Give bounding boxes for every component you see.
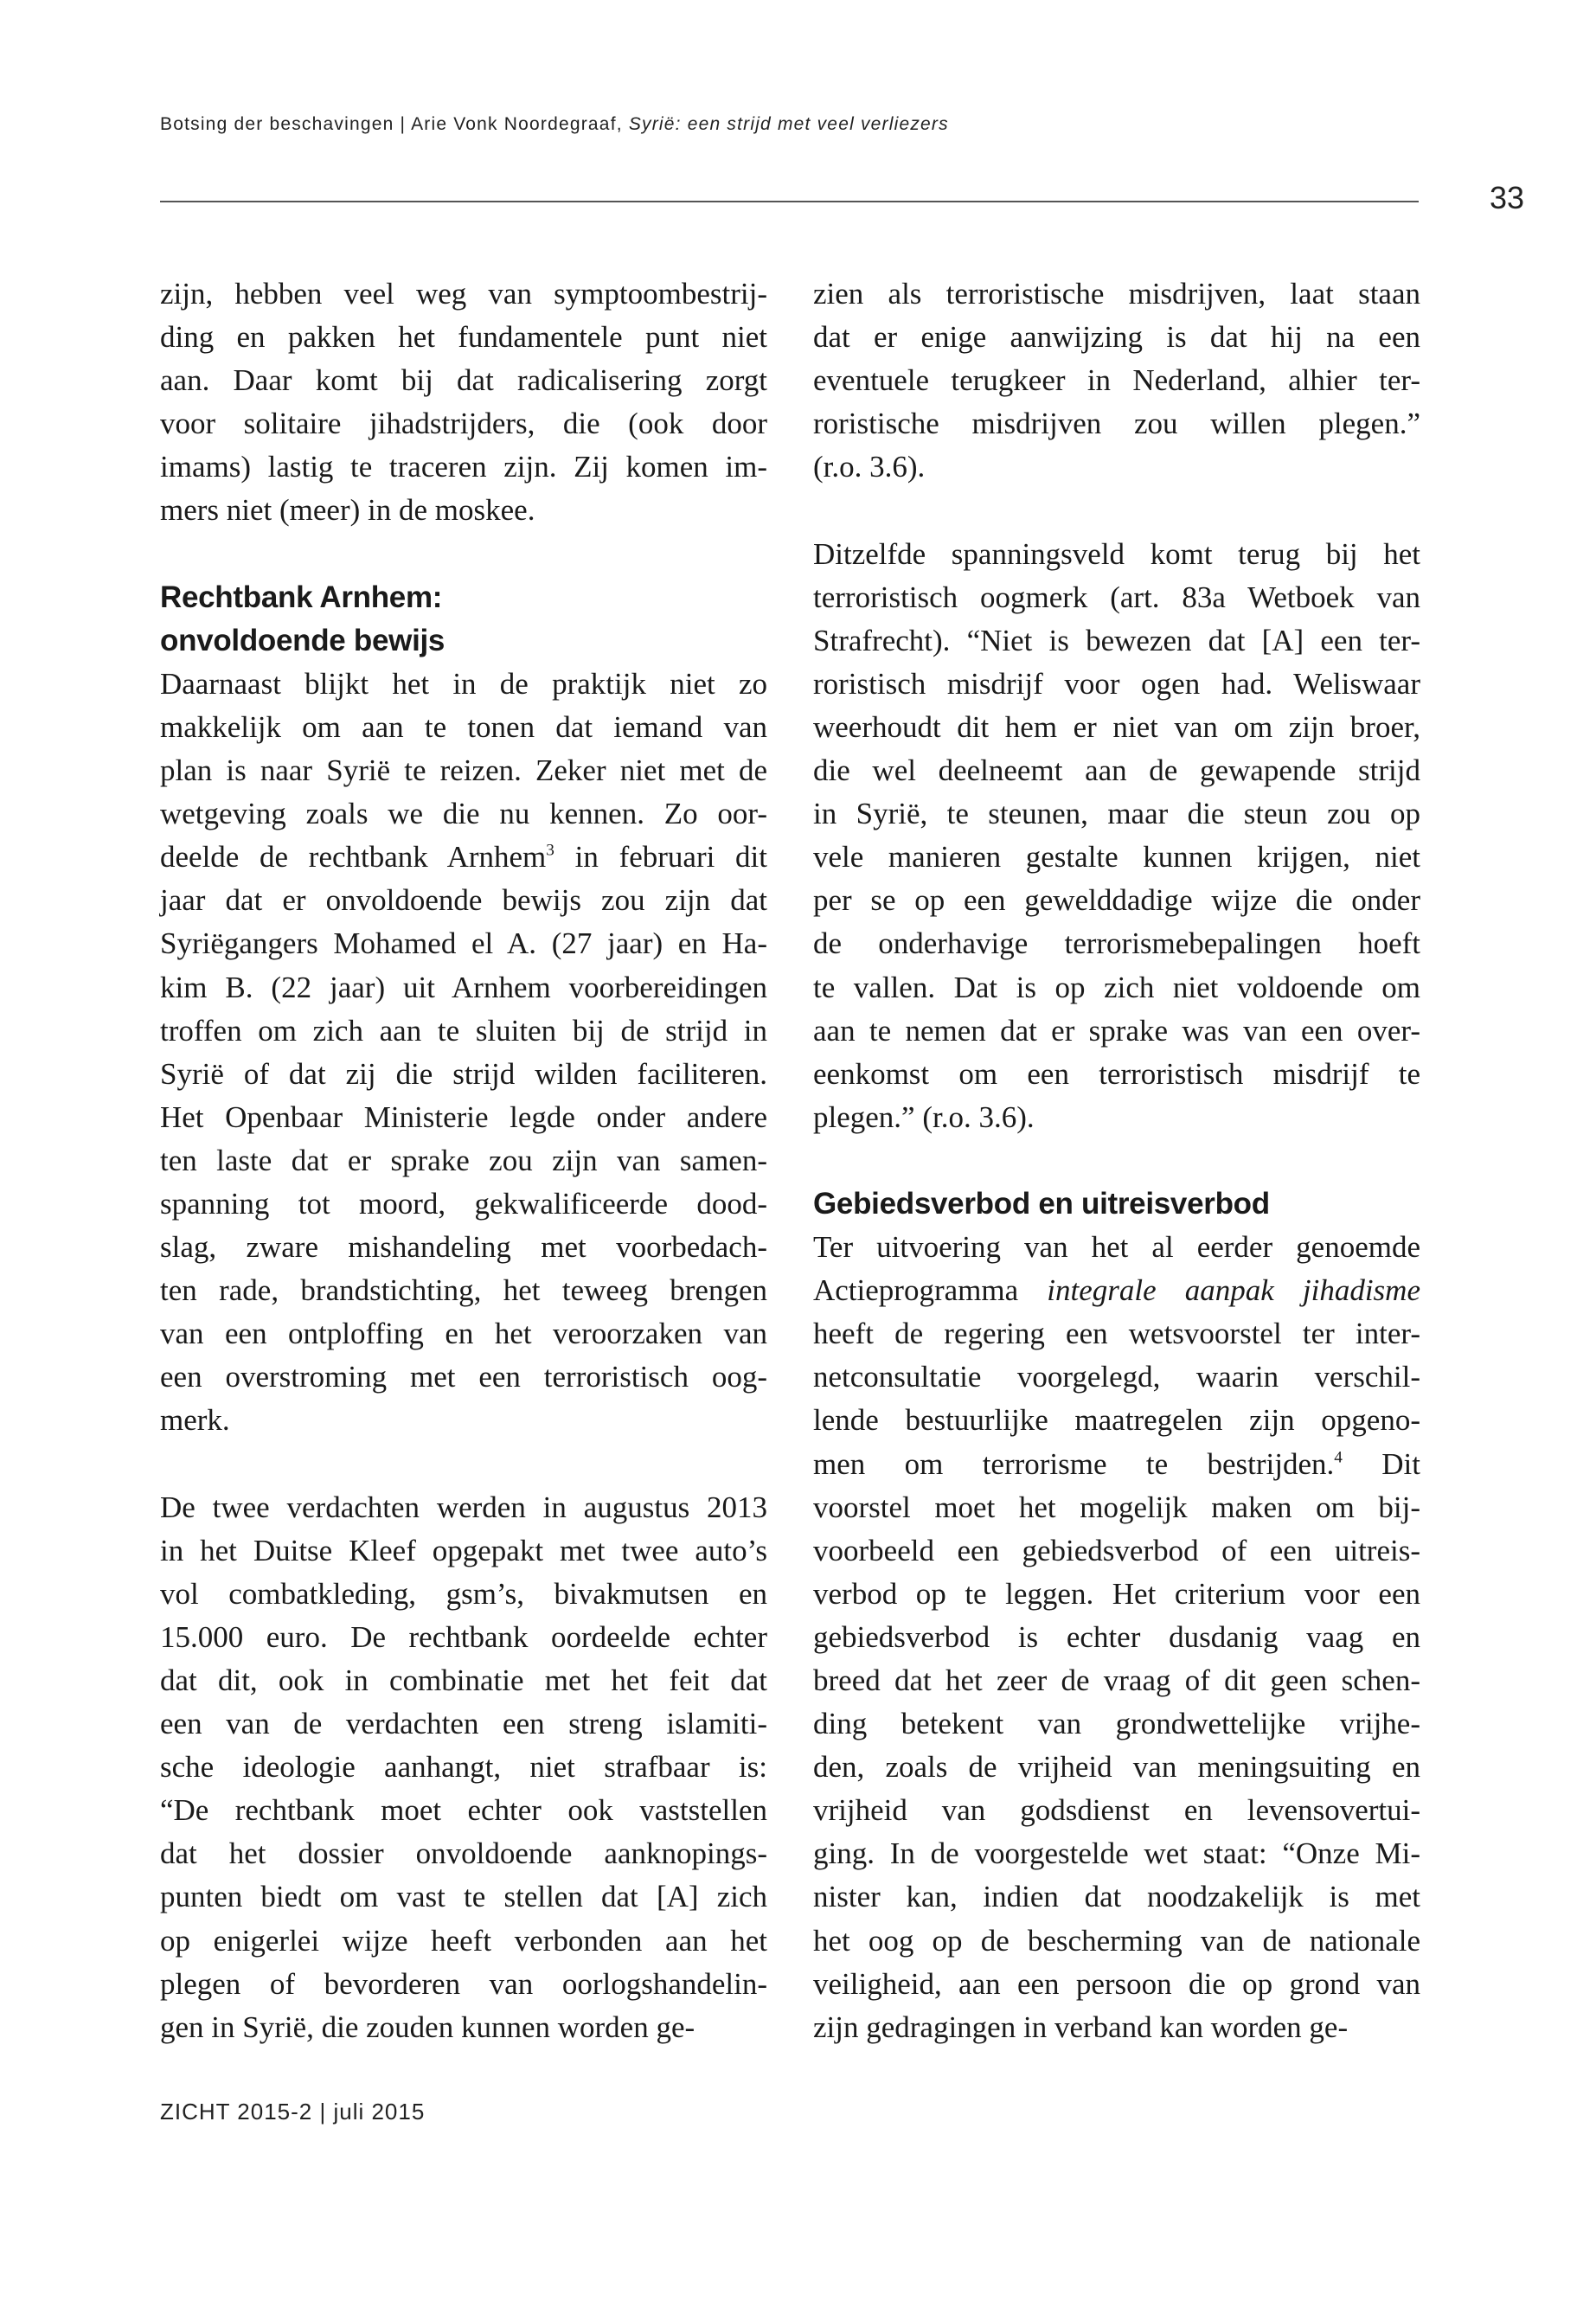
text-line: nister kan, indien dat noodzakelijk is met [813,1880,1420,1914]
text-line: gebiedsverbod is echter dusdanig vaag en [813,1619,1420,1654]
text-line: in het Duitse Kleef opgepakt met twee auto’s [160,1533,767,1567]
text-line: een van de verdachten een streng islamiti- [160,1707,767,1741]
text-line: zijn, hebben veel weg van symptoombestrij- [160,277,767,311]
text-line: voorstel moet het mogelijk maken om bij- [813,1490,1420,1524]
text-line: weerhoudt dit hem er niet van om zijn broer, [813,709,1420,744]
text-line: voor solitaire jihadstrijders, die (ook door [160,407,767,441]
text-line: Syriëgangers Mohamed el A. (27 jaar) en Ha- [160,926,767,961]
text-line: merk. [160,1403,230,1438]
text-line: vol combatkleding, gsm’s, bivakmutsen en [160,1576,767,1611]
running-header [160,114,949,135]
text-line: troffen om zich aan te sluiten bij de strijd in [160,1013,767,1048]
text-line: de onderhavige terrorismebepalingen hoeft [813,926,1420,961]
text-line: ten laste dat er sprake zou zijn van samen- [160,1143,767,1177]
paragraph [160,272,767,533]
paragraph [160,663,767,1443]
section-heading [160,576,767,663]
text-line: veiligheid, aan een persoon die op grond van [813,1966,1420,2001]
italic-text: integrale aanpak jihadisme [1047,1273,1420,1308]
text-line: ten rade, brandstichting, het teweeg brengen [160,1273,767,1308]
text-line: slag, zware mishandeling met voorbedach- [160,1230,767,1265]
text-line: ging. In de voorgestelde wet staat: “Onze Mi- [813,1836,1420,1871]
text-segment: in februari dit [554,840,768,875]
text-line: netconsultatie voorgelegd, waarin verschil- [813,1360,1420,1394]
header-author: Arie Vonk Noordegraaf, [411,114,623,134]
text-line: eventuele terugkeer in Nederland, alhier ter- [813,363,1420,398]
text-line: zien als terroristische misdrijven, laat staan [813,277,1420,311]
text-line: dat er enige aanwijzing is dat hij na een [813,320,1420,355]
header-article-title: Syrië: een strijd met veel verliezers [628,114,949,134]
text-line: Strafrecht). “Niet is bewezen dat [A] een ter- [813,623,1420,657]
text-line: makkelijk om aan te tonen dat iemand van [160,709,767,744]
text-line: voorbeeld een gebiedsverbod of een uitreis- [813,1533,1420,1567]
text-line: Ter uitvoering van het al eerder genoemde [813,1230,1420,1265]
text-line: plegen of bevorderen van oorlogshandelin- [160,1966,767,2001]
text-line: breed dat het zeer de vraag of dit geen schen- [813,1663,1420,1697]
footer: ZICHT 2015-2 | juli 2015 [160,2099,426,2125]
text-line: roristisch misdrijf voor ogen had. Weliswaar [813,666,1420,701]
heading-line: onvoldoende bewijs [160,623,445,657]
text-line: imams) lastig te traceren zijn. Zij komen im- [160,450,767,484]
text-line: gen in Syrië, die zouden kunnen worden ge- [160,2009,695,2044]
text-line: in Syrië, te steunen, maar die steun zou op [813,797,1420,831]
text-line [813,1269,1420,1312]
text-line: punten biedt om vast te stellen dat [A] zich [160,1880,767,1914]
text-line: van een ontploffing en het veroorzaken van [160,1317,767,1351]
footnote-ref: 4 [1334,1448,1343,1467]
text-line: te vallen. Dat is op zich niet voldoende om [813,970,1420,1004]
text-line: ding en pakken het fundamentele punt niet [160,320,767,355]
text-line: den, zoals de vrijheid van meningsuiting en [813,1750,1420,1785]
heading-line: Gebiedsverbod en uitreisverbod [813,1186,1270,1221]
text-line: kim B. (22 jaar) uit Arnhem voorbereidingen [160,970,767,1004]
paragraph [813,1226,1420,2049]
page-number: 33 [1490,180,1525,215]
text-line: roristische misdrijven zou willen plegen.” [813,407,1420,441]
left-column [160,272,767,2049]
paragraph [813,533,1420,1139]
text-line: heeft de regering een wetsvoorstel ter inter- [813,1317,1420,1351]
text-line: zijn gedragingen in verband kan worden ge- [813,2009,1349,2044]
text-line: “De rechtbank moet echter ook vaststellen [160,1793,767,1828]
paragraph [160,1486,767,2049]
text-line: een overstroming met een terroristisch oog- [160,1360,767,1394]
text-line: aan. Daar komt bij dat radicalisering zorgt [160,363,767,398]
right-column [813,272,1420,2049]
text-line: Daarnaast blijkt het in de praktijk niet zo [160,666,767,701]
text-line: eenkomst om een terroristisch misdrijf te [813,1056,1420,1091]
text-line: wetgeving zoals we die nu kennen. Zo oor- [160,797,767,831]
header-separator: | [400,114,407,134]
text-line: 15.000 euro. De rechtbank oordeelde echter [160,1619,767,1654]
text-line: terroristisch oogmerk (art. 83a Wetboek van [813,580,1420,614]
text-line: die wel deelneemt aan de gewapende strijd [813,753,1420,788]
text-segment: Actieprogramma [813,1273,1048,1308]
text-line: vrijheid van godsdienst en levensovertui- [813,1793,1420,1828]
text-line: De twee verdachten werden in augustus 2013 [160,1490,767,1524]
text-line: aan te nemen dat er sprake was van een over- [813,1013,1420,1048]
text-line: plegen.” (r.o. 3.6). [813,1099,1035,1134]
text-line: Het Openbaar Ministerie legde onder andere [160,1099,767,1134]
text-line: Syrië of dat zij die strijd wilden faciliteren. [160,1056,767,1091]
text-line [160,836,767,879]
text-line: mers niet (meer) in de moskee. [160,493,535,528]
text-line: dat het dossier onvoldoende aanknopings- [160,1836,767,1871]
heading-line: Rechtbank Arnhem: [160,580,443,614]
text-line: lende bestuurlijke maatregelen zijn opgeno- [813,1403,1420,1438]
text-line: vele manieren gestalte kunnen krijgen, niet [813,840,1420,875]
text-segment: deelde de rechtbank Arnhem [160,840,547,875]
text-segment: men om terrorisme te bestrijden. [813,1446,1335,1481]
text-line: het oog op de bescherming van de nationale [813,1923,1420,1958]
text-line: dat dit, ook in combinatie met het feit dat [160,1663,767,1697]
text-line: op enigerlei wijze heeft verbonden aan het [160,1923,767,1958]
header-rule [160,201,1419,202]
text-line: (r.o. 3.6). [813,450,926,484]
text-line [813,1443,1420,1486]
footnote-ref: 3 [546,841,554,860]
header-section: Botsing der beschavingen [160,114,394,134]
text-line: ding betekent van grondwettelijke vrijhe- [813,1707,1420,1741]
text-line: verbod op te leggen. Het criterium voor een [813,1576,1420,1611]
text-line: per se op een gewelddadige wijze die onder [813,883,1420,918]
text-line: sche ideologie aanhangt, niet strafbaar is: [160,1750,767,1785]
text-line: Ditzelfde spanningsveld komt terug bij het [813,536,1420,571]
text-segment: Dit [1342,1446,1420,1481]
section-heading [813,1183,1420,1226]
text-line: spanning tot moord, gekwalificeerde dood- [160,1186,767,1221]
text-line: plan is naar Syrië te reizen. Zeker niet met de [160,753,767,788]
paragraph [813,272,1420,489]
text-line: jaar dat er onvoldoende bewijs zou zijn dat [160,883,767,918]
